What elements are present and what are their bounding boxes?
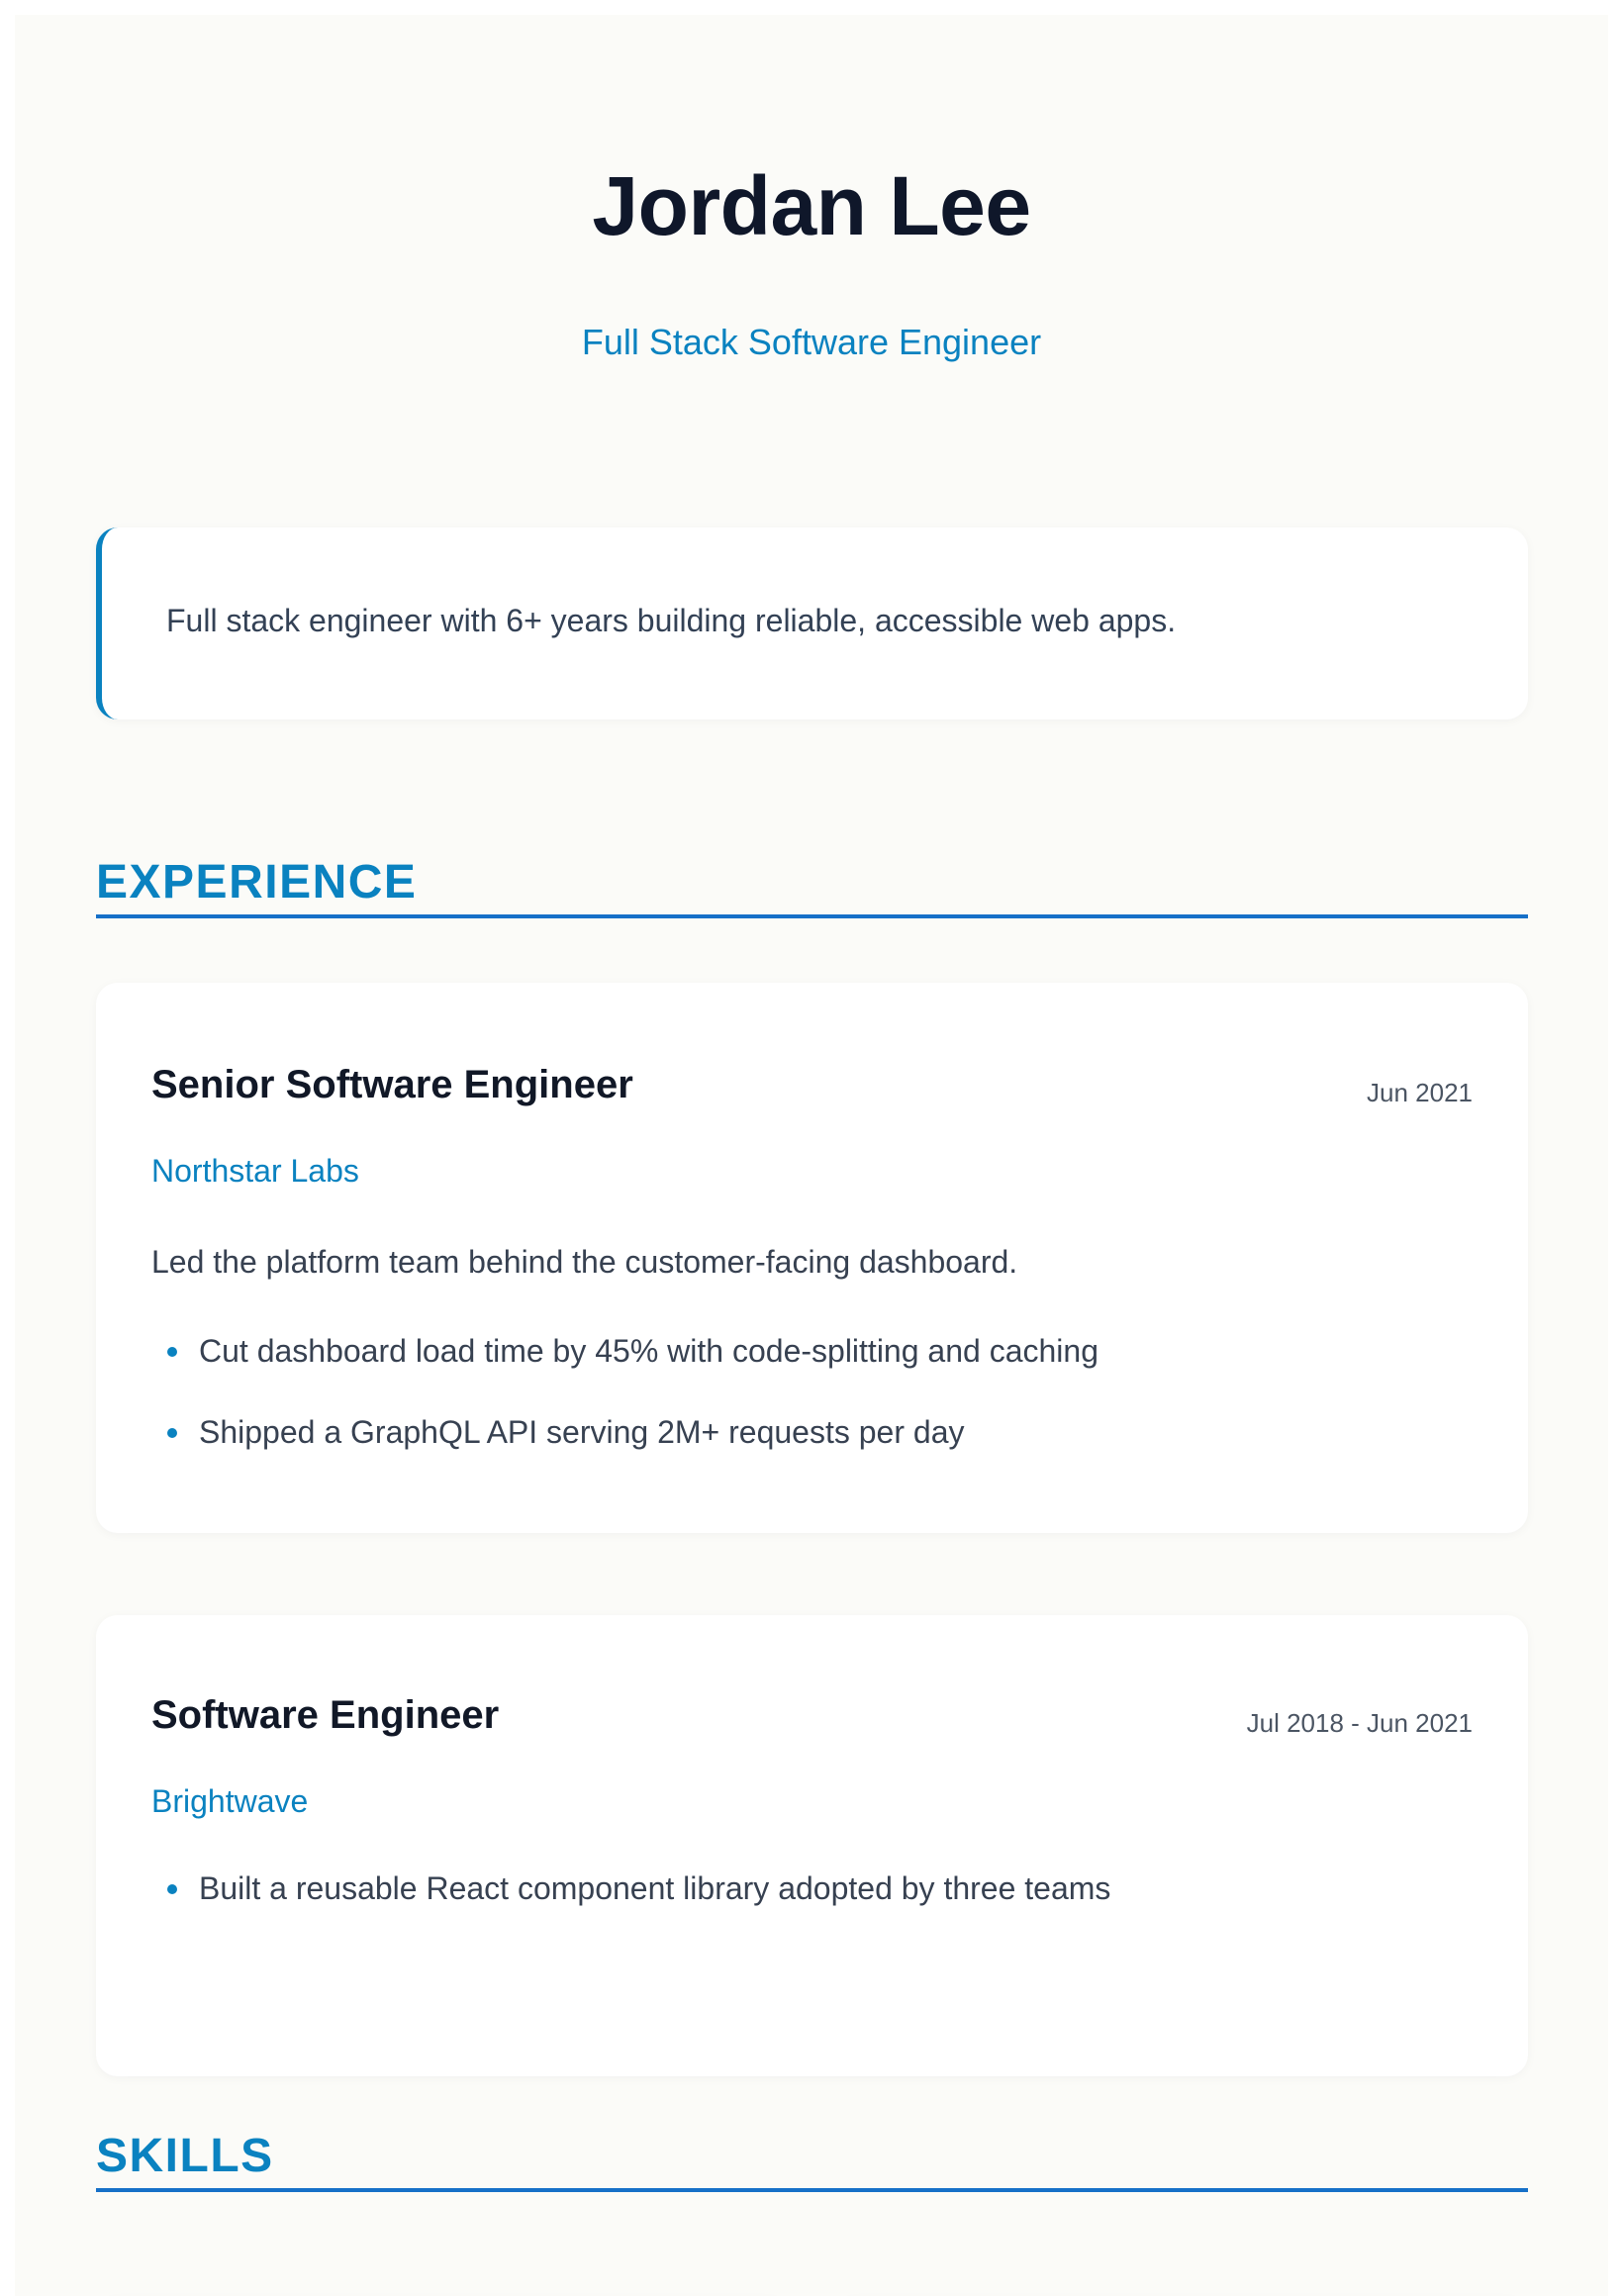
experience-card bbox=[96, 983, 1528, 1533]
summary-card bbox=[96, 527, 1528, 719]
job-description: Led the platform team behind the customer-facing dashboard. bbox=[151, 1244, 1018, 1280]
candidate-name: Jordan Lee bbox=[592, 159, 1031, 252]
bullet-icon bbox=[167, 1884, 177, 1894]
company-name: Brightwave bbox=[151, 1783, 309, 1819]
achievement-text: Built a reusable React component library adopted by three teams bbox=[199, 1870, 1111, 1906]
job-date: Jun 2021 bbox=[1367, 1078, 1473, 1107]
achievement-text: Cut dashboard load time by 45% with code-splitting and caching bbox=[199, 1333, 1098, 1369]
achievement-item bbox=[151, 1412, 1098, 1493]
achievement-item bbox=[151, 1331, 1098, 1412]
skills-divider bbox=[96, 2188, 1528, 2192]
achievement-list bbox=[151, 1331, 1098, 1493]
company-name: Northstar Labs bbox=[151, 1153, 359, 1189]
achievement-text: Shipped a GraphQL API serving 2M+ requests per day bbox=[199, 1414, 965, 1450]
achievement-list bbox=[151, 1868, 1110, 1950]
job-date: Jul 2018 - Jun 2021 bbox=[1246, 1708, 1473, 1738]
bullet-icon bbox=[167, 1428, 177, 1438]
resume-page bbox=[15, 15, 1608, 2296]
skills-heading: SKILLS bbox=[96, 2130, 274, 2182]
experience-divider bbox=[96, 914, 1528, 918]
summary-text: Full stack engineer with 6+ years building reliable, accessible web apps. bbox=[166, 603, 1177, 638]
candidate-title: Full Stack Software Engineer bbox=[581, 322, 1042, 362]
achievement-item bbox=[151, 1868, 1110, 1950]
experience-heading: EXPERIENCE bbox=[96, 856, 418, 909]
bullet-icon bbox=[167, 1347, 177, 1357]
experience-card bbox=[96, 1615, 1528, 2076]
job-title: Senior Software Engineer bbox=[151, 1063, 633, 1106]
job-title: Software Engineer bbox=[151, 1693, 500, 1737]
